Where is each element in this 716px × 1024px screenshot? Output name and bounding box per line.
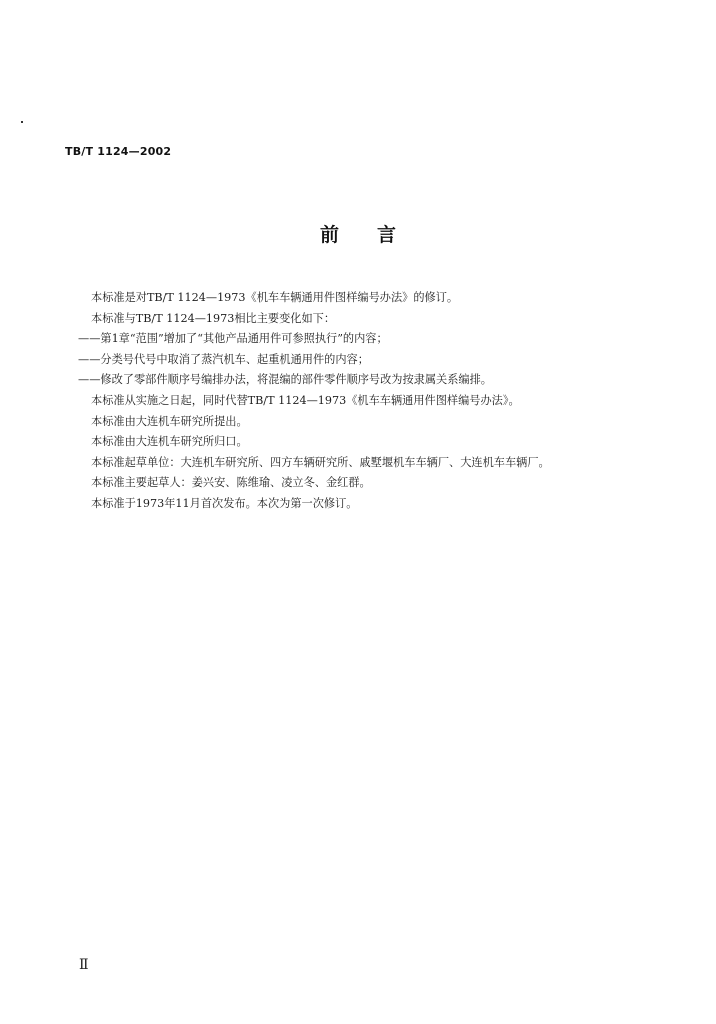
- paragraph: 本标准从实施之日起，同时代替TB/T 1124—1973《机车车辆通用件图样编号办法》。: [91, 393, 520, 407]
- paragraph: 本标准由大连机车研究所归口。: [91, 435, 248, 449]
- paragraph: 本标准主要起草人：姜兴安、陈维瑜、凌立冬、金红群。: [91, 476, 371, 490]
- paragraph: 本标准是对TB/T 1124—1973《机车车辆通用件图样编号办法》的修订。: [91, 291, 459, 304]
- change-item: ——第1章“范围”增加了“其他产品通用件可参照执行”的内容；: [78, 332, 388, 346]
- paragraph: 本标准于1973年11月首次发布。本次为第一次修订。: [91, 496, 358, 510]
- change-item: ——修改了零部件顺序号编排办法，将混编的部件零件顺序号改为按隶属关系编排。: [78, 373, 492, 387]
- foreword-body: [78, 288, 658, 515]
- paragraph: 本标准由大连机车研究所提出。: [91, 414, 248, 428]
- page-title: 前言: [319, 224, 434, 246]
- scan-mark: [21, 121, 23, 123]
- paragraph: 本标准与TB/T 1124—1973相比主要变化如下：: [91, 311, 336, 325]
- standard-number: TB/T 1124—2002: [65, 145, 172, 158]
- page-number: Ⅱ: [79, 957, 89, 973]
- paragraph: 本标准起草单位：大连机车研究所、四方车辆研究所、戚墅堰机车车辆厂、大连机车车辆厂。: [91, 455, 550, 469]
- change-item: ——分类号代号中取消了蒸汽机车、起重机通用件的内容；: [78, 352, 369, 366]
